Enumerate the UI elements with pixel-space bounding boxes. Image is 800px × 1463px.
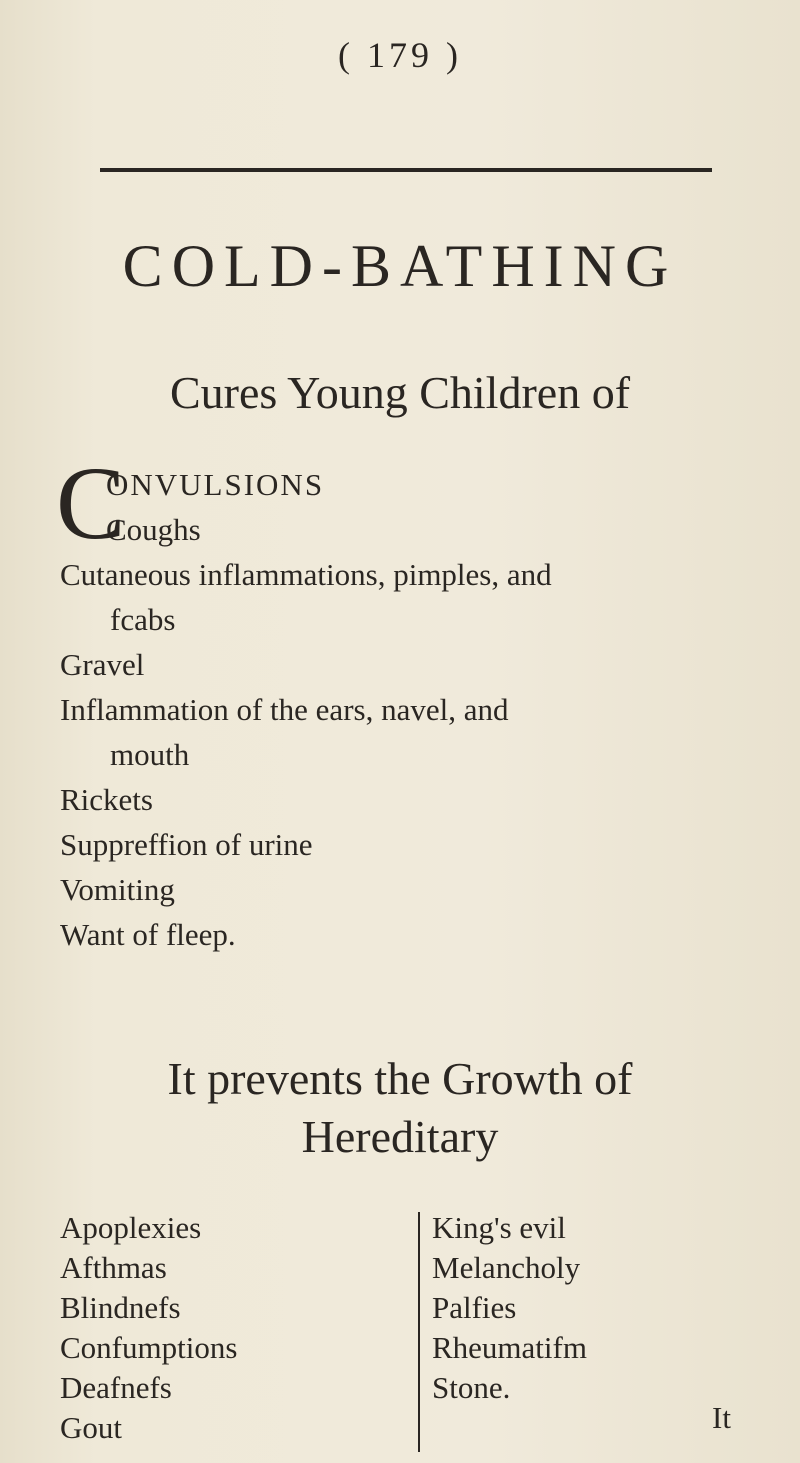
first-ailments — [56, 446, 750, 561]
hereditary-item: Confumptions — [60, 1330, 238, 1365]
header-rule — [100, 168, 712, 172]
hereditary-list — [60, 1208, 740, 1452]
prevents-heading — [0, 1050, 800, 1166]
hereditary-right-column — [432, 1208, 732, 1408]
ailment-text: Want of fleep. — [60, 917, 236, 952]
ailment-item — [60, 912, 750, 957]
ailment-text: Inflammation of the ears, navel, and — [60, 692, 509, 727]
ailment-text: Vomiting — [60, 872, 175, 907]
hereditary-item: Afthmas — [60, 1250, 167, 1285]
ailment-item — [60, 822, 750, 867]
ailments-list — [56, 446, 750, 957]
prevents-line-2: Hereditary — [301, 1111, 499, 1162]
column-divider — [418, 1212, 420, 1452]
ailment-text: Rickets — [60, 782, 153, 817]
ailment-continuation: fcabs — [110, 602, 176, 637]
prevents-line-1: It prevents the Growth of — [167, 1053, 633, 1104]
ailment-item — [60, 867, 750, 912]
page-title: COLD-BATHING — [122, 233, 678, 299]
hereditary-item: Palfies — [432, 1290, 517, 1325]
ailment-item — [60, 777, 750, 822]
ailment-text: Suppreffion of urine — [60, 827, 313, 862]
ailment-item: Coughs — [106, 512, 201, 547]
ailment-continuation: mouth — [110, 737, 190, 772]
page-number: ( 179 ) — [338, 35, 462, 75]
hereditary-item: Melancholy — [432, 1250, 581, 1285]
hereditary-left-column — [60, 1208, 400, 1448]
hereditary-item: Gout — [60, 1410, 122, 1445]
ailment-text: Cutaneous inflammations, pimples, and — [60, 557, 552, 592]
catchword: It — [712, 1400, 731, 1435]
ailment-text: Gravel — [60, 647, 145, 682]
ailment-item: ONVULSIONS — [106, 467, 325, 502]
hereditary-item: Stone. — [432, 1370, 511, 1405]
hereditary-item: Deafnefs — [60, 1370, 172, 1405]
drop-cap: C — [56, 446, 126, 561]
hereditary-item: Rheumatifm — [432, 1330, 587, 1365]
page-subtitle: Cures Young Children of — [169, 367, 631, 418]
ailment-item — [60, 687, 750, 777]
hereditary-item: King's evil — [432, 1210, 566, 1245]
hereditary-item: Apoplexies — [60, 1210, 202, 1245]
hereditary-item: Blindnefs — [60, 1290, 181, 1325]
ailment-item — [60, 552, 750, 642]
ailment-item — [60, 642, 750, 687]
